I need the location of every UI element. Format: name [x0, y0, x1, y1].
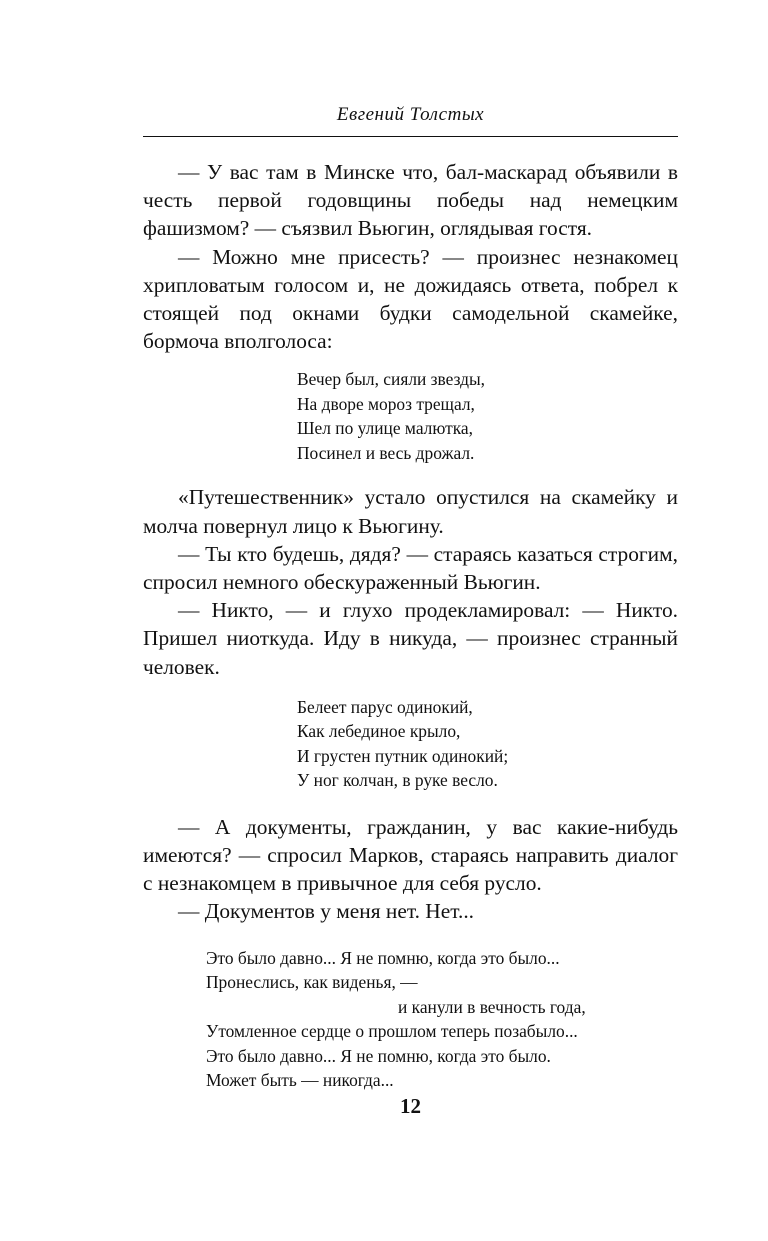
poem-line: Пронеслись, как виденья, —: [206, 972, 418, 993]
paragraph: — А документы, гражданин, у вас какие-нибудь имеются? — спросил Марков, стараясь направить диалог с незнакомцем в привычное для себя русло.: [143, 814, 678, 896]
poem-line: Шел по улице малютка,: [297, 418, 473, 439]
poem-line: и канули в вечность года,: [398, 996, 586, 1017]
poem-line: Это было давно... Я не помню, когда это было.: [206, 1045, 551, 1066]
paragraph: — У вас там в Минске что, бал-маскарад объявили в честь первой годовщины победы над немецким фашизмом? — съязвил Вьюгин, оглядывая гостя.: [143, 160, 678, 241]
poem-stanza: [297, 367, 678, 465]
poem-line: Может быть — никогда...: [206, 1070, 394, 1091]
paragraph: «Путешественник» устало опустился на скамейку и молча повернул лицо к Вьюгину.: [143, 485, 678, 538]
poem-line: Утомленное сердце о прошлом теперь позабыло...: [206, 1021, 578, 1042]
poem-line: Посинел и весь дрожал.: [297, 442, 475, 463]
paragraph: — Никто, — и глухо продекламировал: — Никто. Пришел ниоткуда. Иду в никуда, — произнес странный человек.: [143, 598, 678, 679]
poem-line: Вечер был, сияли звезды,: [297, 369, 486, 390]
poem-line: Как лебединое крыло,: [297, 721, 461, 742]
paragraph: — Документов у меня нет. Нет...: [178, 899, 475, 924]
paragraph: — Ты кто будешь, дядя? — стараясь казаться строгим, спросил немного обескураженный Вьюгин.: [143, 541, 678, 595]
poem-line: Белеет парус одинокий,: [297, 696, 473, 717]
page-number: 12: [400, 1094, 421, 1118]
running-header-author: Евгений Толстых: [336, 104, 485, 125]
poem-stanza: [297, 695, 678, 793]
paragraph: — Можно мне присесть? — произнес незнакомец хрипловатым голосом и, не дожидаясь ответа, побрел к стоящей под окнами будки самодельной скамейке, бормоча вполголоса:: [143, 244, 678, 354]
header-rule: [143, 136, 678, 137]
poem-line: У ног колчан, в руке весло.: [297, 770, 498, 791]
poem-stanza: [206, 946, 678, 1093]
page-body: [143, 158, 678, 1093]
poem-line: На дворе мороз трещал,: [297, 393, 475, 414]
poem-line: И грустен путник одинокий;: [297, 745, 509, 766]
poem-line: Это было давно... Я не помню, когда это было...: [206, 947, 560, 968]
